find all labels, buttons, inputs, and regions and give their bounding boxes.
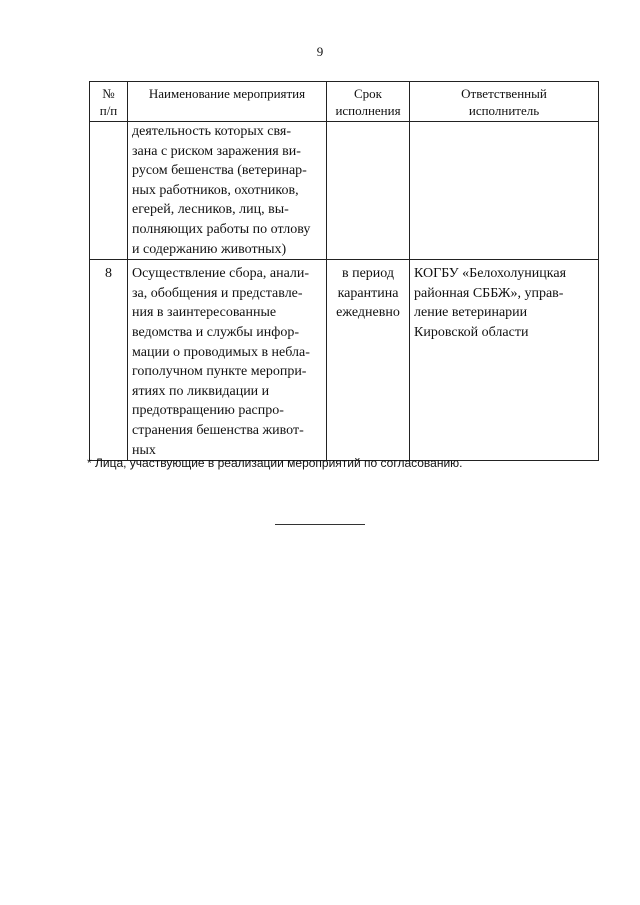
- cell-name-line: за, обобщения и представле-: [132, 285, 303, 301]
- cell-resp-line: районная СББЖ», управ-: [414, 285, 564, 301]
- cell-resp-line: ление ветеринарии: [414, 305, 528, 321]
- table-row: [90, 260, 599, 461]
- cell-name-line: ных: [132, 442, 156, 458]
- cell-name-line: зана с риском заражения ви-: [132, 143, 301, 159]
- cell-resp-line: КОГБУ «Белохолуницкая: [414, 266, 567, 282]
- footnote: * Лица, участвующие в реализации мероприятий по согласованию.: [87, 456, 463, 470]
- page-number: 9: [316, 44, 324, 59]
- cell-name-line: ния в заинтересованные: [132, 305, 277, 321]
- cell-name: [128, 122, 327, 260]
- cell-term-line: карантина: [337, 285, 399, 301]
- table-row: [90, 122, 599, 260]
- header-num-line: №: [102, 85, 115, 101]
- cell-resp: [410, 122, 599, 260]
- header-term: [327, 82, 410, 122]
- cell-name-line: и содержанию животных): [132, 241, 287, 257]
- header-name: [128, 82, 327, 122]
- header-name-line: Наименование мероприятия: [148, 86, 306, 101]
- header-term-line: Срок: [354, 85, 382, 101]
- end-separator-line: [275, 524, 365, 525]
- cell-name-line: гополучном пункте меропри-: [132, 364, 307, 380]
- header-term-line: исполнения: [335, 102, 401, 118]
- cell-term-line: ежедневно: [336, 305, 400, 321]
- table-header-row: [90, 82, 599, 122]
- header-resp: [410, 82, 599, 122]
- cell-num: [90, 122, 128, 260]
- cell-name-line: ведомства и службы инфор-: [132, 324, 299, 340]
- cell-name-line: егерей, лесников, лиц, вы-: [132, 202, 289, 218]
- cell-term-line: в период: [341, 266, 395, 282]
- cell-num: 8: [90, 260, 128, 461]
- cell-name-line: странения бешенства живот-: [132, 422, 304, 438]
- cell-term: [327, 122, 410, 260]
- header-resp-line: Ответственный: [461, 85, 547, 101]
- cell-resp-line: Кировской области: [414, 324, 529, 340]
- cell-name-line: мации о проводимых в небла-: [132, 344, 310, 360]
- header-num-line: п/п: [99, 102, 118, 118]
- cell-name: [128, 260, 327, 461]
- cell-name-line: ных работников, охотников,: [132, 182, 299, 198]
- header-resp-line: исполнитель: [468, 102, 540, 118]
- cell-name-line: полняющих работы по отлову: [132, 221, 311, 237]
- cell-name-line: предотвращению распро-: [132, 403, 284, 419]
- cell-name-line: русом бешенства (ветеринар-: [132, 163, 307, 179]
- header-num: [90, 82, 128, 122]
- cell-name-line: ятиях по ликвидации и: [132, 383, 270, 399]
- cell-term: [327, 260, 410, 461]
- measures-table: [89, 81, 599, 461]
- cell-name-line: деятельность которых свя-: [132, 124, 292, 139]
- cell-name-line: Осуществление сбора, анали-: [132, 266, 310, 282]
- cell-resp: [410, 260, 599, 461]
